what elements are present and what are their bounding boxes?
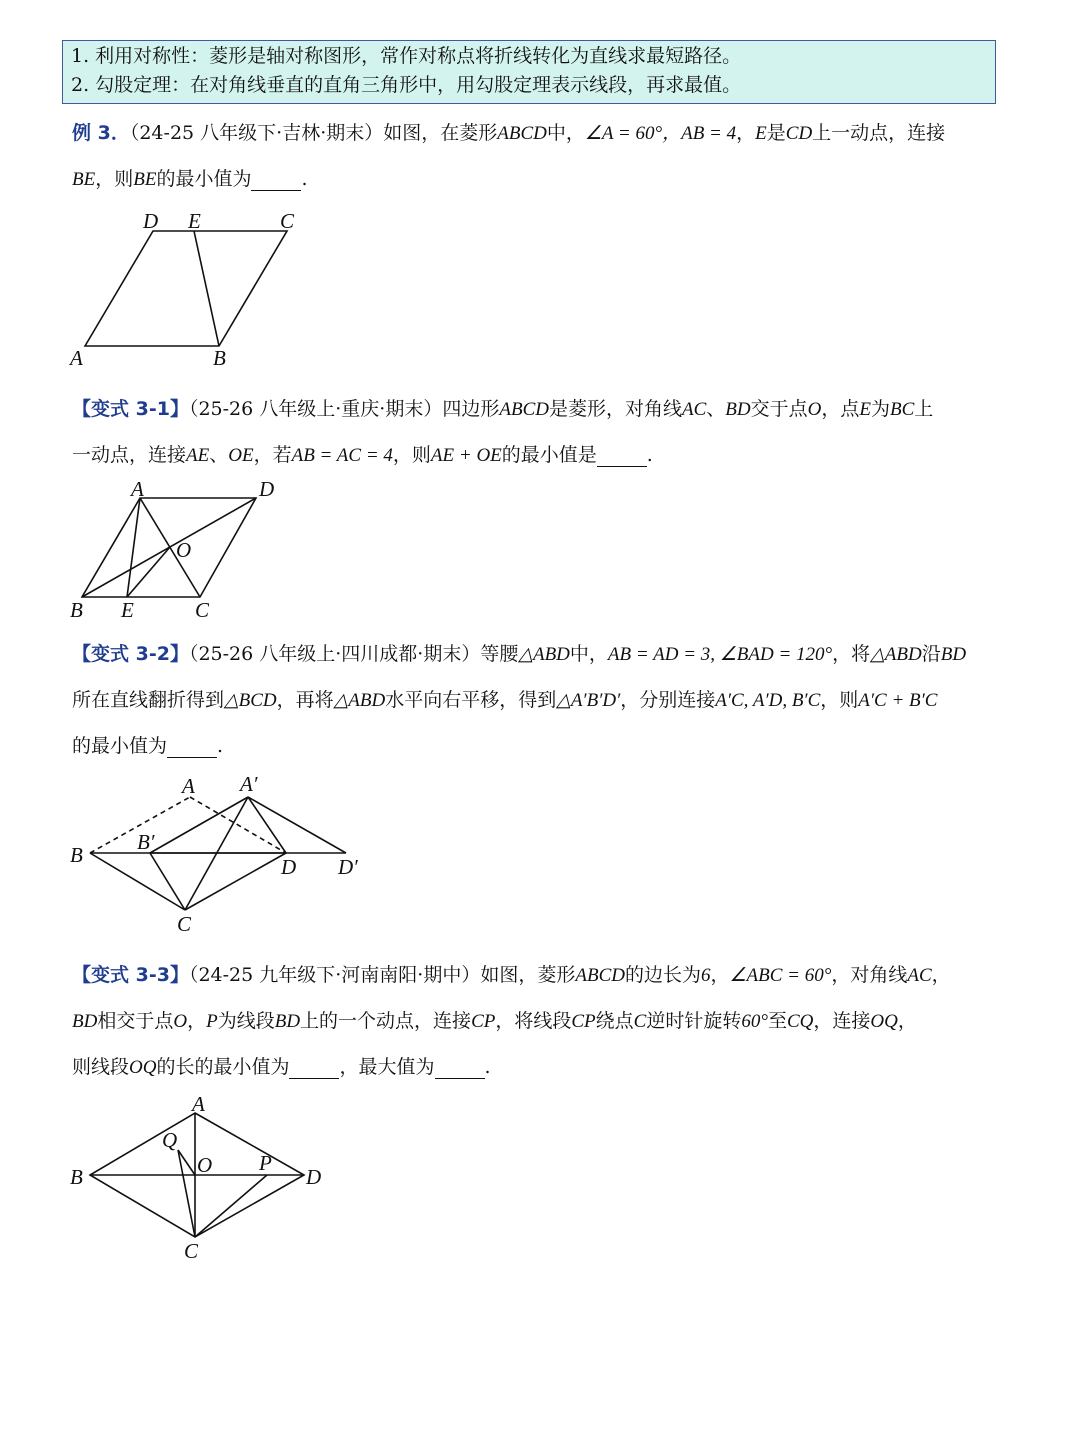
ex3-point-a: A bbox=[70, 346, 83, 370]
v31-point-c: C bbox=[195, 598, 210, 622]
v33-segment-cp bbox=[195, 1175, 267, 1237]
v32-point-a-prime: A′ bbox=[240, 772, 258, 796]
v32-point-b-prime: B′ bbox=[137, 830, 155, 854]
v31-point-e: E bbox=[121, 598, 134, 622]
v33-point-q: Q bbox=[162, 1128, 178, 1152]
v31-point-b: B bbox=[70, 598, 83, 622]
ex3-line-2: BE，则BE的最小值为 . bbox=[72, 168, 308, 190]
v31-point-o: O bbox=[176, 538, 192, 562]
ex3-label: 例 3． bbox=[72, 122, 130, 144]
v31-label: 【变式 3-1】 bbox=[72, 398, 189, 420]
tip-symmetry: 1. 利用对称性：菱形是轴对称图形，常作对称点将折线转化为直线求最短路径。 bbox=[71, 45, 742, 67]
ex3-point-c: C bbox=[280, 209, 295, 233]
v31-point-d: D bbox=[259, 477, 275, 501]
v33-point-d: D bbox=[306, 1165, 322, 1189]
v32-label: 【变式 3-2】 bbox=[72, 643, 189, 665]
tip-pythagorean: 2. 勾股定理：在对角线垂直的直角三角形中，用勾股定理表示线段，再求最值。 bbox=[71, 74, 742, 96]
v33-line-3: 则线段OQ的长的最小值为 ，最大值为 . bbox=[72, 1056, 491, 1078]
v33-point-a: A bbox=[192, 1092, 205, 1116]
v33-point-o: O bbox=[197, 1153, 213, 1177]
v31-line-1: 【变式 3-1】（25-26 八年级上·重庆·期末）四边形ABCD是菱形，对角线AC、BD交于点O，点E为BC上 bbox=[72, 398, 934, 420]
v32-line-3: 的最小值为 . bbox=[72, 735, 224, 757]
v32-point-a: A bbox=[182, 774, 195, 798]
v32-point-d: D bbox=[281, 855, 297, 879]
v32-point-b: B bbox=[70, 843, 83, 867]
v32-point-d-prime: D′ bbox=[338, 855, 358, 879]
v33-label: 【变式 3-3】 bbox=[72, 964, 189, 986]
ex3-point-e: E bbox=[188, 209, 201, 233]
v33-point-p: P bbox=[259, 1151, 272, 1175]
ex3-point-b: B bbox=[213, 346, 226, 370]
v32-point-c: C bbox=[177, 912, 192, 936]
v33-line-1: 【变式 3-3】（24-25 九年级下·河南南阳·期中）如图，菱形ABCD的边长为6，∠ABC = 60°，对角线AC， bbox=[72, 964, 951, 986]
ex3-line-1: 例 3．（24-25 八年级下·吉林·期末）如图，在菱形ABCD中，∠A = 60°，AB = 4，E是CD上一动点，连接 bbox=[72, 122, 946, 144]
v33-line-2: BD相交于点O，P为线段BD上的一个动点，连接CP，将线段CP绕点C逆时针旋转60°至CQ，连接OQ， bbox=[72, 1010, 917, 1032]
v31-line-2: 一动点，连接AE、OE，若AB = AC = 4，则AE + OE的最小值是 . bbox=[72, 444, 653, 466]
v33-point-c: C bbox=[184, 1239, 199, 1263]
v33-point-b: B bbox=[70, 1165, 83, 1189]
v32-line-1: 【变式 3-2】（25-26 八年级上·四川成都·期末）等腰△ABD中，AB = AD = 3, ∠BAD = 120°，将△ABD沿BD bbox=[72, 643, 967, 665]
v31-point-a: A bbox=[131, 477, 144, 501]
ex3-point-d: D bbox=[143, 209, 159, 233]
v32-line-2: 所在直线翻折得到△BCD，再将△ABD水平向右平移，得到△A′B′D′，分别连接A′C, A′D, B′C，则A′C + B′C bbox=[72, 689, 938, 711]
